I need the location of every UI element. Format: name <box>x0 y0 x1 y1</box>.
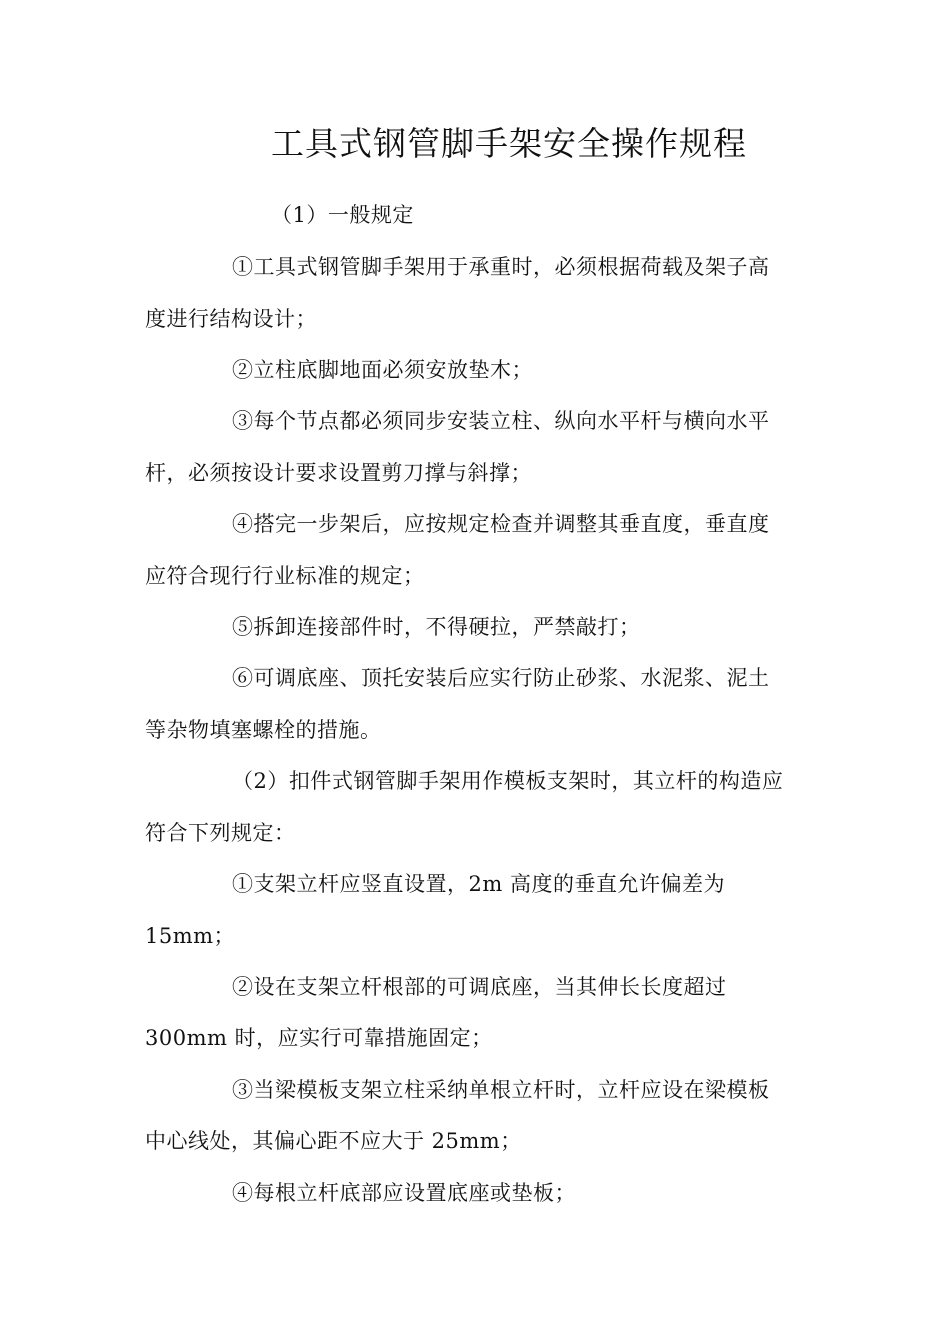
paragraph-line: ③每个节点都必须同步安装立柱、纵向水平杆与横向水平 <box>232 409 770 433</box>
paragraph-line: 300mm 时，应实行可靠措施固定； <box>145 1026 493 1050</box>
paragraph-line: 杆，必须按设计要求设置剪刀撑与斜撑； <box>145 461 532 485</box>
paragraph-line: 15mm； <box>145 924 236 948</box>
paragraph-line: 应符合现行行业标准的规定； <box>145 564 425 588</box>
paragraph-line: ②立柱底脚地面必须安放垫木； <box>232 358 533 382</box>
paragraph-line: ⑥可调底座、顶托安装后应实行防止砂浆、水泥浆、泥土 <box>232 666 770 690</box>
paragraph-line: ④每根立杆底部应设置底座或垫板； <box>232 1181 576 1205</box>
paragraph-line: ①工具式钢管脚手架用于承重时，必须根据荷载及架子高 <box>232 255 770 279</box>
paragraph-line: ⑤拆卸连接部件时，不得硬拉，严禁敲打； <box>232 615 641 639</box>
paragraph-line: 中心线处，其偏心距不应大于 25mm； <box>145 1129 522 1153</box>
section-heading-1: （1）一般规定 <box>271 203 414 227</box>
document-title: 工具式钢管脚手架安全操作规程 <box>271 124 747 163</box>
paragraph-line: ④搭完一步架后，应按规定检查并调整其垂直度，垂直度 <box>232 512 770 536</box>
section-heading-2: （2）扣件式钢管脚手架用作模板支架时，其立杆的构造应 <box>232 769 784 793</box>
paragraph-line: 度进行结构设计； <box>145 307 317 331</box>
paragraph-line: 符合下列规定： <box>145 821 296 845</box>
paragraph-line: ②设在支架立杆根部的可调底座，当其伸长长度超过 <box>232 975 727 999</box>
paragraph-line: 等杂物填塞螺栓的措施。 <box>145 718 382 742</box>
paragraph-line: ③当梁模板支架立柱采纳单根立杆时，立杆应设在梁模板 <box>232 1078 770 1102</box>
paragraph-line: ①支架立杆应竖直设置，2m 高度的垂直允许偏差为 <box>232 872 725 896</box>
